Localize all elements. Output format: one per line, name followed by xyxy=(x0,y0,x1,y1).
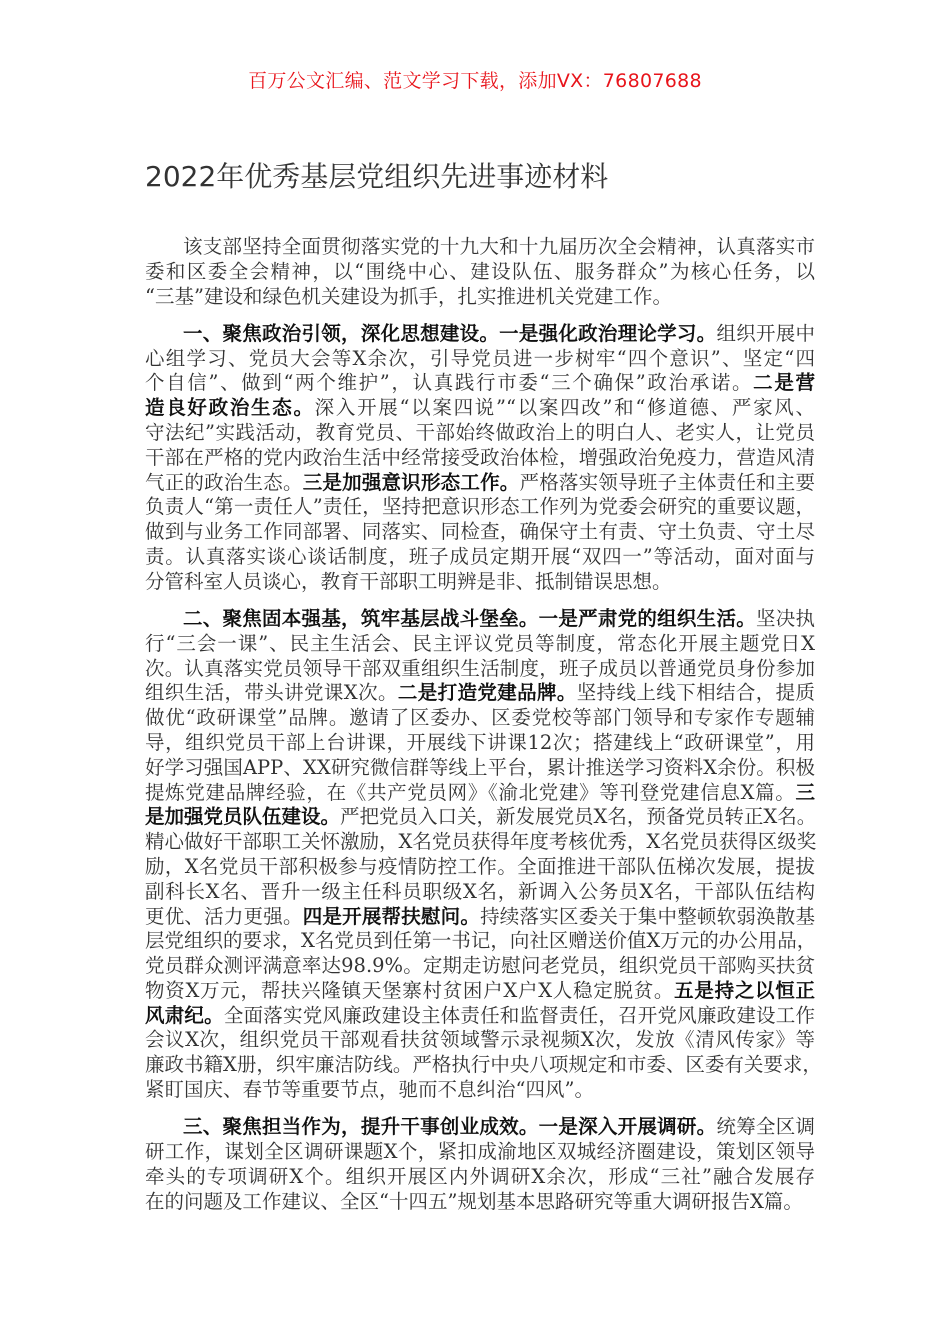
body-text: 委和区委全会精神，以“围绕中心、建设队伍、服务群众”为核心任务，以 xyxy=(145,259,815,283)
body-text: 廉政书籍X册，织牢廉洁防线。严格执行中央八项规定和市委、区委有关要求， xyxy=(145,1053,822,1077)
body-text: 干部在严格的党内政治生活中经常接受政治体检，增强政治免疫力，营造风清 xyxy=(145,445,815,469)
body-text: 全面落实党风廉政建设主体责任和监督责任，召开党风廉政建设工作 xyxy=(223,1003,815,1027)
body-text: 坚决执 xyxy=(755,606,815,630)
text-line xyxy=(145,570,815,595)
body-text: 深入开展“以案四说”“以案四改”和“修道德、严家风、 xyxy=(314,396,815,420)
bold-heading-text: 风肃纪。 xyxy=(145,1003,224,1027)
body-text: 持续落实区委关于集中整顿软弱涣散基 xyxy=(480,904,815,928)
text-line xyxy=(145,520,815,545)
text-line xyxy=(145,1004,815,1029)
body-text: 做优“政研课堂”品牌。邀请了区委办、区委党校等部门领导和专家作专题辅 xyxy=(145,706,815,730)
text-line xyxy=(145,1115,815,1140)
body-text: 研工作，谋划全区调研课题X个，紧扣成渝地区双城经济圈建设，策划区领导 xyxy=(145,1140,815,1164)
text-line xyxy=(145,235,815,260)
text-line xyxy=(145,322,815,347)
body-text: 个自信”、做到“两个维护”，认真践行市委“三个确保”政治承诺。 xyxy=(145,371,754,395)
text-line xyxy=(145,495,815,520)
text-line xyxy=(145,1078,815,1103)
body-text: 物资X万元，帮扶兴隆镇天堡寨村贫困户X户X人稳定脱贫。 xyxy=(145,978,675,1002)
text-line xyxy=(145,1028,815,1053)
text-line xyxy=(145,260,815,285)
text-line xyxy=(145,285,815,310)
bold-heading-text: 三 xyxy=(795,780,815,804)
text-line xyxy=(145,1140,815,1165)
text-line xyxy=(145,681,815,706)
body-text: 分管科室人员谈心，教育干部职工明辨是非、抵制错误思想。 xyxy=(145,569,672,593)
body-text: 坚持线上线下相结合，提质 xyxy=(576,681,815,705)
text-line xyxy=(145,979,815,1004)
text-line xyxy=(145,1165,815,1190)
bold-heading-text: 三、聚焦担当作为，提升干事创业成效。一是深入开展调研。 xyxy=(183,1115,717,1139)
body-text: 严把党员入口关，新发展党员X名，预备党员转正X名。 xyxy=(340,805,817,829)
text-line xyxy=(145,905,815,930)
text-line xyxy=(145,706,815,731)
body-text: 行“三会一课”、民主生活会、民主评议党员等制度，常态化开展主题党日X xyxy=(145,631,815,655)
bold-heading-text: 是加强党员队伍建设。 xyxy=(145,805,341,829)
body-text: 统筹全区调 xyxy=(716,1115,815,1139)
body-text: 负责人“第一责任人”责任，坚持把意识形态工作列为党委会研究的重要议题， xyxy=(145,495,815,519)
text-line xyxy=(145,421,815,446)
text-line xyxy=(145,830,815,855)
body-text: 严格落实领导班子主体责任和主要 xyxy=(519,470,815,494)
body-text: 在的问题及工作建议、全区“十四五”规划基本思路研究等重大调研报告X篇。 xyxy=(145,1189,803,1213)
bold-heading-text: 五是持之以恒正 xyxy=(674,978,815,1002)
body-text: 气正的政治生态。 xyxy=(145,470,303,494)
body-text: 做到与业务工作同部署、同落实、同检查，确保守土有责、守土负责、守土尽 xyxy=(145,520,815,544)
text-line xyxy=(145,805,815,830)
text-line xyxy=(145,781,815,806)
bold-heading-text: 二是营 xyxy=(753,371,815,395)
paragraph xyxy=(145,322,815,595)
body-text: 守法纪”实践活动，教育党员、干部始终做政治上的明白人、老实人，让党员 xyxy=(145,420,815,444)
text-line xyxy=(145,756,815,781)
body-text: 该支部坚持全面贯彻落实党的十九大和十九届历次全会精神，认真落实市 xyxy=(183,235,815,258)
body-text: 心组学习、党员大会等X余次，引导党员进一步树牢“四个意识”、坚定“四 xyxy=(145,346,815,370)
text-line xyxy=(145,657,815,682)
body-text: 组织开展中 xyxy=(716,321,815,345)
text-line xyxy=(145,545,815,570)
body-text: 提炼党建品牌经验，在《共产党员网》《渝北党建》等刊登党建信息X篇。 xyxy=(145,780,796,804)
bold-heading-text: 四是开展帮扶慰问。 xyxy=(302,904,481,928)
text-line xyxy=(145,607,815,632)
body-text: 好学习强国APP、XX研究微信群等线上平台，累计推送学习资料X余份。积极 xyxy=(145,755,815,779)
bold-heading-text: 造良好政治生态。 xyxy=(145,396,315,420)
body-text: 组织生活，带头讲党课X次。 xyxy=(145,681,398,705)
text-line xyxy=(145,632,815,657)
document-body xyxy=(145,235,822,1227)
body-text: 次。认真落实党员领导干部双重组织生活制度，班子成员以普通党员身份参加 xyxy=(145,656,815,680)
text-line xyxy=(145,347,815,372)
paragraph xyxy=(145,606,822,1103)
text-line xyxy=(145,371,815,396)
text-line xyxy=(145,446,815,471)
text-line xyxy=(145,1190,815,1215)
text-line xyxy=(145,929,815,954)
text-line xyxy=(145,954,815,979)
body-text: 会议X次，组织党员干部观看扶贫领域警示录视频X次，发放《清风传家》等 xyxy=(145,1028,815,1052)
text-line xyxy=(145,1053,822,1078)
text-line xyxy=(145,396,815,421)
text-line xyxy=(145,731,815,756)
bold-heading-text: 二、聚焦固本强基，筑牢基层战斗堡垒。一是严肃党的组织生活。 xyxy=(183,606,756,630)
body-text: 更优、活力更强。 xyxy=(145,904,303,928)
body-text: 导，组织党员干部上台讲课，开展线下讲课12次；搭建线上“政研课堂”，用 xyxy=(145,730,815,754)
text-line xyxy=(145,880,815,905)
text-line xyxy=(145,471,815,496)
body-text: 副科长X名、晋升一级主任科员职级X名，新调入公务员X名，干部队伍结构 xyxy=(145,879,815,903)
body-text: 责。认真落实谈心谈话制度，班子成员定期开展“双四一”等活动，面对面与 xyxy=(145,544,815,568)
body-text: 牵头的专项调研X个。组织开展区内外调研X余次，形成“三社”融合发展存 xyxy=(145,1164,815,1188)
bold-heading-text: 二是打造党建品牌。 xyxy=(397,681,577,705)
watermark-banner: 百万公文汇编、范文学习下载，添加VX：76807688 xyxy=(248,70,702,92)
body-text: 党员群众测评满意率达98.9%。定期走访慰问老党员，组织党员干部购买扶贫 xyxy=(145,954,815,978)
body-text: 紧盯国庆、春节等重要节点，驰而不息纠治“四风”。 xyxy=(145,1078,594,1102)
body-text: 精心做好干部职工关怀激励，X名党员获得年度考核优秀，X名党员获得区级奖 xyxy=(145,830,817,854)
document-title: 2022年优秀基层党组织先进事迹材料 xyxy=(145,160,609,193)
paragraph xyxy=(145,235,815,309)
bold-heading-text: 一、聚焦政治引领，深化思想建设。一是强化政治理论学习。 xyxy=(183,321,717,345)
paragraph xyxy=(145,1115,815,1214)
body-text: “三基”建设和绿色机关建设为抓手，扎实推进机关党建工作。 xyxy=(145,284,672,308)
text-line xyxy=(145,855,815,880)
bold-heading-text: 三是加强意识形态工作。 xyxy=(302,470,520,494)
body-text: 励，X名党员干部积极参与疫情防控工作。全面推进干部队伍梯次发展，提拔 xyxy=(145,854,815,878)
body-text: 层党组织的要求，X名党员到任第一书记，向社区赠送价值X万元的办公用品， xyxy=(145,929,817,953)
